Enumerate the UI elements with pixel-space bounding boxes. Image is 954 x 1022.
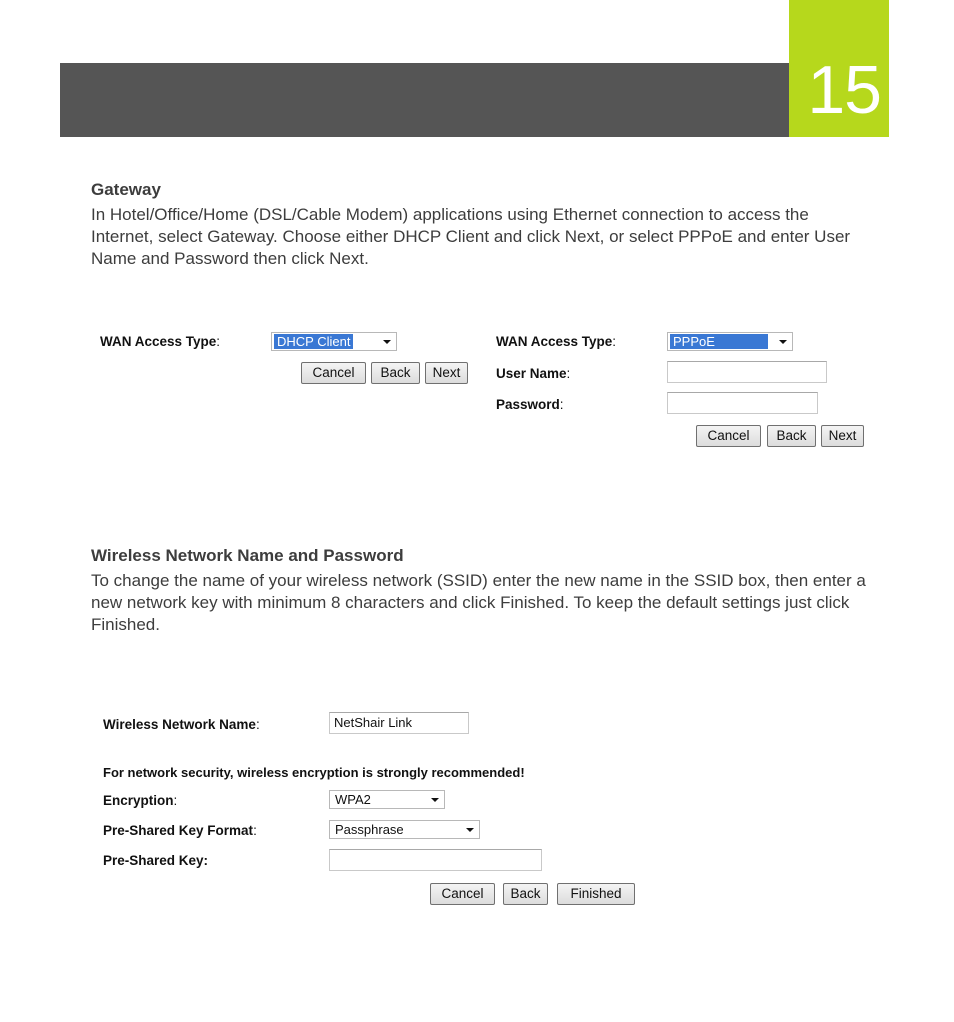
pre-shared-key-format-label: Pre-Shared Key Format: xyxy=(103,823,257,838)
wireless-network-name-label: Wireless Network Name: xyxy=(103,717,260,732)
password-label: Password: xyxy=(496,397,564,412)
wireless-title: Wireless Network Name and Password xyxy=(91,546,404,565)
wan-access-type-value: PPPoE xyxy=(670,334,768,349)
encryption-value: WPA2 xyxy=(335,792,371,807)
wan-access-type-label: WAN Access Type: xyxy=(496,334,617,349)
wireless-body: To change the name of your wireless network (SSID) enter the new name in the SSID box, then enter a new network key with minimum 8 characters and click Finished. To keep the default settings just click Finished. xyxy=(91,571,866,634)
wan-access-type-label: WAN Access Type: xyxy=(100,334,221,349)
key-format-value: Passphrase xyxy=(335,822,404,837)
next-button[interactable]: Next xyxy=(425,362,468,384)
back-button[interactable]: Back xyxy=(767,425,816,447)
password-input[interactable] xyxy=(667,392,818,414)
cancel-button[interactable]: Cancel xyxy=(430,883,495,905)
key-format-select[interactable] xyxy=(329,820,480,839)
gateway-title: Gateway xyxy=(91,180,161,199)
chevron-down-icon xyxy=(383,340,391,344)
cancel-button[interactable]: Cancel xyxy=(301,362,366,384)
user-name-label: User Name: xyxy=(496,366,571,381)
wan-access-type-select[interactable] xyxy=(271,332,397,351)
security-note: For network security, wireless encryption is strongly recommended! xyxy=(103,765,525,780)
next-button[interactable]: Next xyxy=(821,425,864,447)
gateway-body: In Hotel/Office/Home (DSL/Cable Modem) applications using Ethernet connection to access the Internet, select Gateway. Choose either DHCP Client and click Next, or select PPPoE and enter User Name and Password then click Next. xyxy=(91,205,851,268)
pre-shared-key-label: Pre-Shared Key: xyxy=(103,853,209,868)
finished-button[interactable]: Finished xyxy=(557,883,635,905)
header-bar xyxy=(60,63,790,137)
ssid-input[interactable]: NetShair Link xyxy=(329,712,469,734)
chevron-down-icon xyxy=(466,828,474,832)
cancel-button[interactable]: Cancel xyxy=(696,425,761,447)
back-button[interactable]: Back xyxy=(371,362,420,384)
back-button[interactable]: Back xyxy=(503,883,548,905)
chevron-down-icon xyxy=(431,798,439,802)
pre-shared-key-input[interactable] xyxy=(329,849,542,871)
user-name-input[interactable] xyxy=(667,361,827,383)
wan-access-type-select[interactable] xyxy=(667,332,793,351)
encryption-select[interactable] xyxy=(329,790,445,809)
wan-access-type-value: DHCP Client xyxy=(274,334,353,349)
encryption-label: Encryption: xyxy=(103,793,178,808)
page-number: 15 xyxy=(789,0,889,137)
chevron-down-icon xyxy=(779,340,787,344)
